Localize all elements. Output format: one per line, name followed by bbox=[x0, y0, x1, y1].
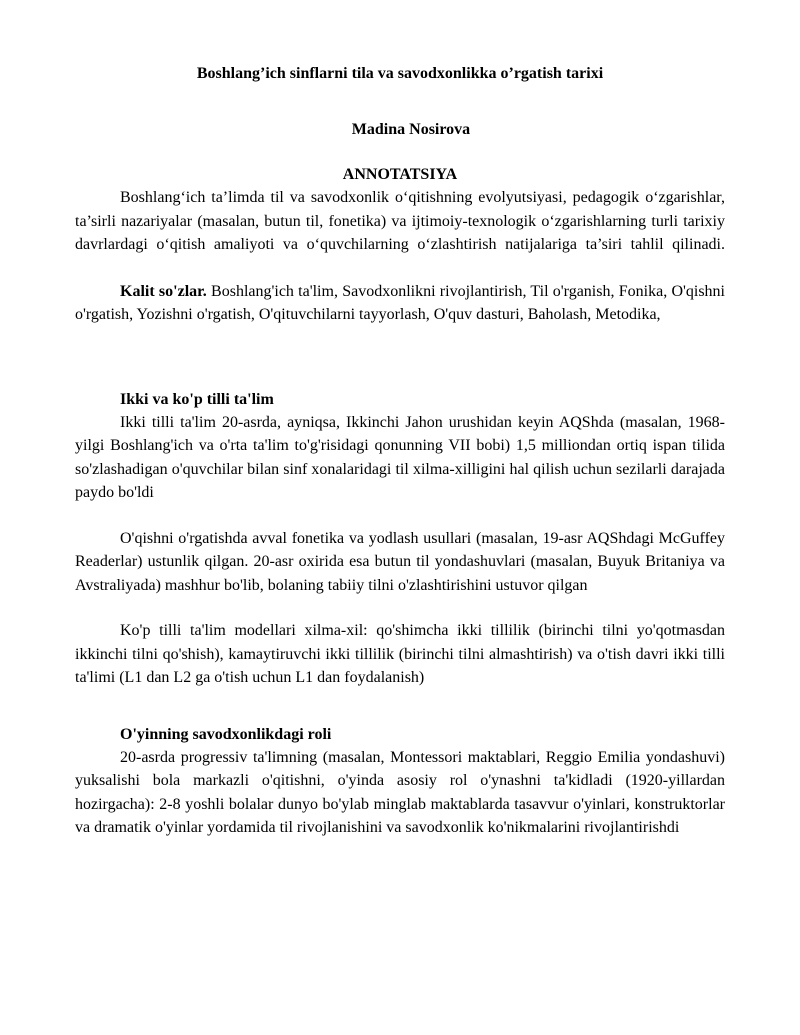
spacer bbox=[75, 690, 725, 723]
annotation-heading: ANNOTATSIYA bbox=[342, 166, 458, 183]
document-title: Boshlang’ich sinflarni tila va savodxonlikka o’rgatish tarixi bbox=[196, 65, 604, 82]
spacer bbox=[75, 327, 725, 388]
section-paragraph: 20-asrda progressiv ta'limning (masalan, Montessori maktablari, Reggio Emilia yondashuvi) yuksalishi bola markazli o'qitishni, o'yinda asosiy rol o'ynashni ta'kidladi (1920-yillardan hozirgacha): 2-8 yoshli bolalar dunyo bo'ylab minglab maktablarda tasavvur o'yinlari, konstruktorlar va dramatik o'yinlar yordamida til rivojlanishini va savodxonlik ko'nikmalarini rivojlantirishdi bbox=[75, 748, 725, 836]
document-page bbox=[75, 62, 725, 840]
section-heading-play: O'yinning savodxonlikdagi roli bbox=[120, 725, 332, 743]
keywords-label: Kalit so'zlar. bbox=[120, 282, 207, 300]
spacer bbox=[75, 257, 725, 280]
annotation-text: Boshlang‘ich ta’limda til va savodxonlik o‘qitishning evolyutsiyasi, pedagogik o‘zgarishlar, ta’sirli nazariyalar (masalan, butun til, fonetika) va ijtimoiy-texnologik o‘zgarishlarning turli tarixiy davrlardagi o‘qitish amaliyoti va o‘quvchilarning o‘zlashtirish natijalariga ta’siri tahlil qilinadi. bbox=[75, 189, 725, 253]
section-paragraph: O'qishni o'rgatishda avval fonetika va yodlash usullari (masalan, 19-asr AQShdagi McGuffey Readerlar) ustunlik qilgan. 20-asr oxirida esa butun til yondashuvlari (masalan, Buyuk Britaniya va Avstraliyada) mashhur bo'lib, bolaning tabiiy tilni o'zlashtirishini ustuvor qilgan bbox=[75, 529, 725, 594]
keywords-paragraph bbox=[75, 280, 725, 327]
keywords-text: Boshlang'ich ta'lim, Savodxonlikni rivojlantirish, Til o'rganish, Fonika, O'qishni o'rgatish, Yozishni o'rgatish, O'qituvchilarni tayyorlash, O'quv dasturi, Baholash, Metodika, bbox=[75, 282, 726, 323]
spacer bbox=[75, 86, 725, 118]
spacer bbox=[75, 142, 725, 163]
section-heading-bilingual: Ikki va ko'p tilli ta'lim bbox=[120, 390, 274, 408]
section-paragraph: Ikki tilli ta'lim 20-asrda, ayniqsa, Ikkinchi Jahon urushidan keyin AQShda (masalan, 1968-yilgi Boshlang'ich va o'rta ta'lim to'g'risidagi qonunning VII bobi) 1,5 milliondan ortiq ispan tilida so'zlashadigan o'quvchilar bilan sinf xonalaridagi til xilma-xilligini hal qilish uchun sezilarli darajada paydo bo'ldi bbox=[75, 413, 725, 501]
spacer bbox=[75, 597, 725, 619]
section-paragraph: Ko'p tilli ta'lim modellari xilma-xil: qo'shimcha ikki tillilik (birinchi tilni yo'qotmasdan ikkinchi tilni qo'shish), kamaytiruvchi ikki tillilik (birinchi tilni almashtirish) va o'tish davri ikki tilli ta'limi (L1 dan L2 ga o'tish uchun L1 dan foydalanish) bbox=[75, 622, 725, 686]
document-author: Madina Nosirova bbox=[351, 121, 471, 138]
spacer bbox=[75, 505, 725, 527]
